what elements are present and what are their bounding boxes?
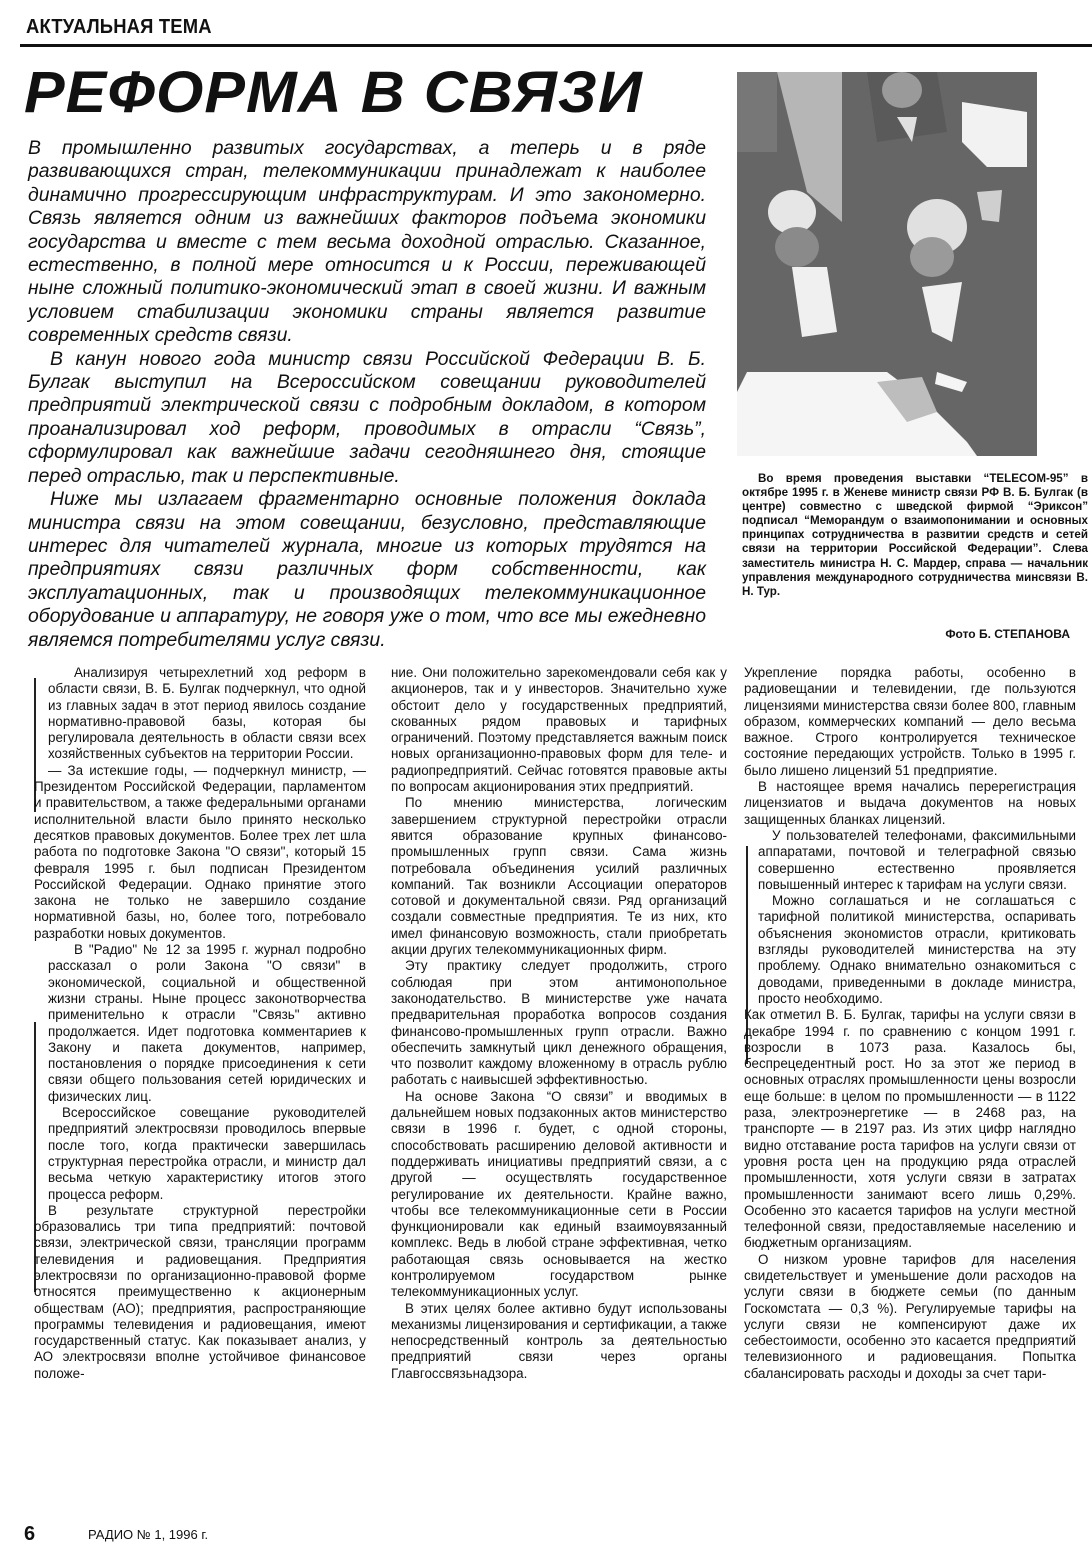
lead-paragraph: Ниже мы излагаем фрагментарно основные положения доклада министра связи на этом совещании, безусловно, представляющие интерес для читателей журнала, многие из которых трудятся на предприятиях связи различных форм собственности, как эксплуатационных, так и производящих телекоммуникационное оборудование и аппаратуру, не говоря уже о том, что все мы ежедневно являемся потребителями услуг связи. — [28, 488, 706, 651]
body-paragraph: По мнению министерства, логическим завершением структурной перестройки отрасли явится образование крупных финансово-промышленных групп связи. Сама жизнь потребовала объединения усилий различных компаний. Так возникли Ассоциации операторов сотовой и документальной связи. Ряд организаций создали совместные предприятия. Те из них, кто имел финансовую возможность, стали приобретать акции других телекоммуникационных фирм. — [391, 795, 727, 958]
photo-illustration — [737, 72, 1053, 456]
body-paragraph: У пользователей телефонами, факсимильными аппаратами, почтовой и телеграфной связью совершенно естественно проявляется повышенный интерес к тарифам на услуги связи. — [758, 827, 1076, 892]
section-label: АКТУАЛЬНАЯ ТЕМА — [26, 16, 212, 38]
body-paragraph: В "Радио" № 12 за 1995 г. журнал подробно рассказал о роли Закона "О связи" в экономической, социальной и общественной жизни страны. Ныне процесс законотворчества применительно к отрасли "Связь" активно продолжается. Идет подготовка комментариев к Закону и пакета документов, например, постановления о порядке присоединения к сети связи общего пользования сетей юридических и физических лиц. — [48, 942, 366, 1104]
photo-caption — [742, 472, 1088, 599]
body-paragraph: В результате структурной перестройки образовались три типа предприятий: почтовой связи, электрической связи, трансляции программ телевидения и радиовещания. Предприятия электросвязи по организационно-правовой форме относятся преимущественно к акционерным обществам (АО); предприятия, распространяющие программы телевидения и радиовещания, имеют государственный статус. Как показывает анализ, у АО электросвязи вполне устойчивое финансовое положе- — [34, 1202, 366, 1381]
body-paragraph: В этих целях более активно будут использованы механизмы лицензирования и сертификации, а также непосредственный контроль за деятельностью предприятий связи через органы Главгоссвязьнадзора. — [391, 1300, 727, 1381]
body-paragraph: О низком уровне тарифов для населения свидетельствует и уменьшение доли расходов на услуги связи в бюджете семьи (по данным Госкомстата — 0,3 %). Регулируемые тарифы на услуги связи не компенсируют даже их себестоимости, особенно это касается предприятий телевизионного и радиовещания. Попытка сбалансировать расходы и доходы за счет тари- — [744, 1251, 1076, 1381]
body-paragraph: ние. Они положительно зарекомендовали себя как у акционеров, так и у инвесторов. Значительно хуже обстоит дело у государственных предприятий, скованных рядом правовых и тарифных ограничений. Поэтому представляется важным поиск новых организационно-правовых форм для теле- и радиопредприятий. Сейчас готовятся правовые акты по вопросам акционирования этих предприятий. — [391, 665, 727, 795]
body-paragraph: Анализируя четырехлетний ход реформ в области связи, В. Б. Булгак подчеркнул, что одной из главных задач в этот период явилось создание нормативно-правовой базы, которая бы регулировала деятельность в области связи всех хозяйственных субъектов на территории России. — [48, 665, 366, 762]
issue-info: РАДИО № 1, 1996 г. — [88, 1527, 209, 1542]
body-paragraph: Эту практику следует продолжить, строго соблюдая при этом антимонопольное законодательство. В министерстве уже начата предварительная проработка вопросов создания финансово-промышленных групп отрасли. Важно обеспечить замкнутый цикл денежного обращения, что позволит каждому вложенному в отрасль рублю работать с наивысшей эффективностью. — [391, 958, 727, 1088]
body-paragraph: Можно соглашаться и не соглашаться с тарифной политикой министерства, оспаривать объяснения экономистов отрасли, критиковать взгляды руководителей министерства на эту проблему. Однако внимательно ознакомиться с доводами, приведенными в докладе министра, просто необходимо. — [758, 893, 1076, 1006]
lead-paragraph: В промышленно развитых государствах, а теперь и в ряде развивающихся стран, телекоммуникации принадлежат к наиболее динамично прогрессирующим инфраструктурам. И это закономерно. Связь является одним из важнейших факторов подъема экономики государства и вместе с тем весьма доходной отраслью. Сказанное, естественно, в полной мере относится и к России, переживающей ныне сложный политико-экономический этап в своей жизни. И важным условием стабилизации экономики страны является развитие современных средств связи. — [28, 137, 706, 347]
article-photo — [737, 72, 1053, 456]
text-column-1 — [34, 665, 366, 1382]
page-number: 6 — [24, 1523, 36, 1545]
body-paragraph: На основе Закона “О связи” и вводимых в дальнейшем новых подзаконных актов министерство связи в 1996 г. будет, с одной стороны, способствовать расширению деловой активности и поддерживать инициативы предприятий связи, а с другой — осуществлять государственное регулирование их деятельности. Крайне важно, чтобы все телекоммуникационные сети в России функционировали как единый взаимоувязанный комплекс. Ведь в любой стране эффективная, четко работающая связь основывается на жестко контролируемом государством рынке телекоммуникационных услуг. — [391, 1088, 727, 1300]
body-paragraph: — За истекшие годы, — подчеркнул министр, — Президентом Российской Федерации, парламентом и правительством, а также федеральными органами исполнительной власти было принято несколько десятков правовых документов. Более трех лет шла работа по подготовке Закона "О связи", который 15 февраля 1995 г. был подписан Президентом Российской Федерации. Однако принятие этого закона не только не завершило создание нормативной базы, но, более того, потребовало разработки новых документов. — [34, 762, 366, 941]
text-column-2 — [391, 665, 727, 1382]
body-paragraph: В настоящее время начались перерегистрация лицензиатов и выдача документов на новых защищенных бланках лицензий. — [744, 779, 1076, 827]
photo-credit: Фото Б. СТЕПАНОВА — [945, 627, 1070, 641]
body-paragraph: Как отметил В. Б. Булгак, тарифы на услуги связи в декабре 1994 г. по сравнению с концом 1991 г. возросли в 1073 раза. Казалось бы, беспрецедентный рост. Но за этот же период в основных отраслях промышленности цены возросли еще больше: в целом по промышленности — в 1122 раза, электроэнергетике — в 2468 раз, на транспорте — в 2197 раз. Из этих цифр наглядно видно отставание роста тарифов на услуги связи от уровня роста цен на продукцию ряда отраслей промышленности, хотя услуги связи в затратах промышленности занимают всего лишь 0,29%. Особенно это касается тарифов на услуги местной телефонной связи, предоставляемые населению и бюджетным организациям. — [744, 1007, 1076, 1251]
lead-paragraph: В канун нового года министр связи Российской Федерации В. Б. Булгак выступил на Всероссийском совещании руководителей предприятий электрической связи с подробным докладом, в котором проанализировал ход реформ, проводимых в отрасли “Связь”, сформулировал как важнейшие задачи сегодняшнего дня, стоящие перед отраслью, так и перспективные. — [28, 347, 706, 487]
text-column-3 — [744, 665, 1076, 1382]
lead-paragraphs — [28, 137, 706, 652]
header-rule — [20, 44, 1092, 47]
caption-text: Во время проведения выставки “TELECOM-95” в октябре 1995 г. в Женеве министр связи РФ В. Б. Булгак (в центре) совместно с шведской фирмой “Эриксон” подписал “Меморандум о взаимопонимании и основных принципах сотрудничества в развитии средств и сетей связи на территории Российской Федерации”. Слева заместитель министра Н. С. Мардер, справа — начальник управления международного сотрудничества минсвязи В. Н. Тур. — [742, 472, 1088, 598]
body-paragraph: Всероссийское совещание руководителей предприятий электросвязи проводилось впервые после того, когда практически завершилась структурная перестройка отрасли, и министр дал весьма четкую характеристику итогов этого процесса реформ. — [48, 1105, 366, 1202]
article-headline: РЕФОРМА В СВЯЗИ — [24, 60, 643, 125]
body-paragraph: Укрепление порядка работы, особенно в радиовещании и телевидении, где пользуются лицензиями министерства связи более 800, главным образом, коммерческих компаний — дело весьма важное. Строго контролируется техническое состояние передающих устройств. Только в 1995 г. было лишено лицензий 51 предприятие. — [744, 665, 1076, 778]
